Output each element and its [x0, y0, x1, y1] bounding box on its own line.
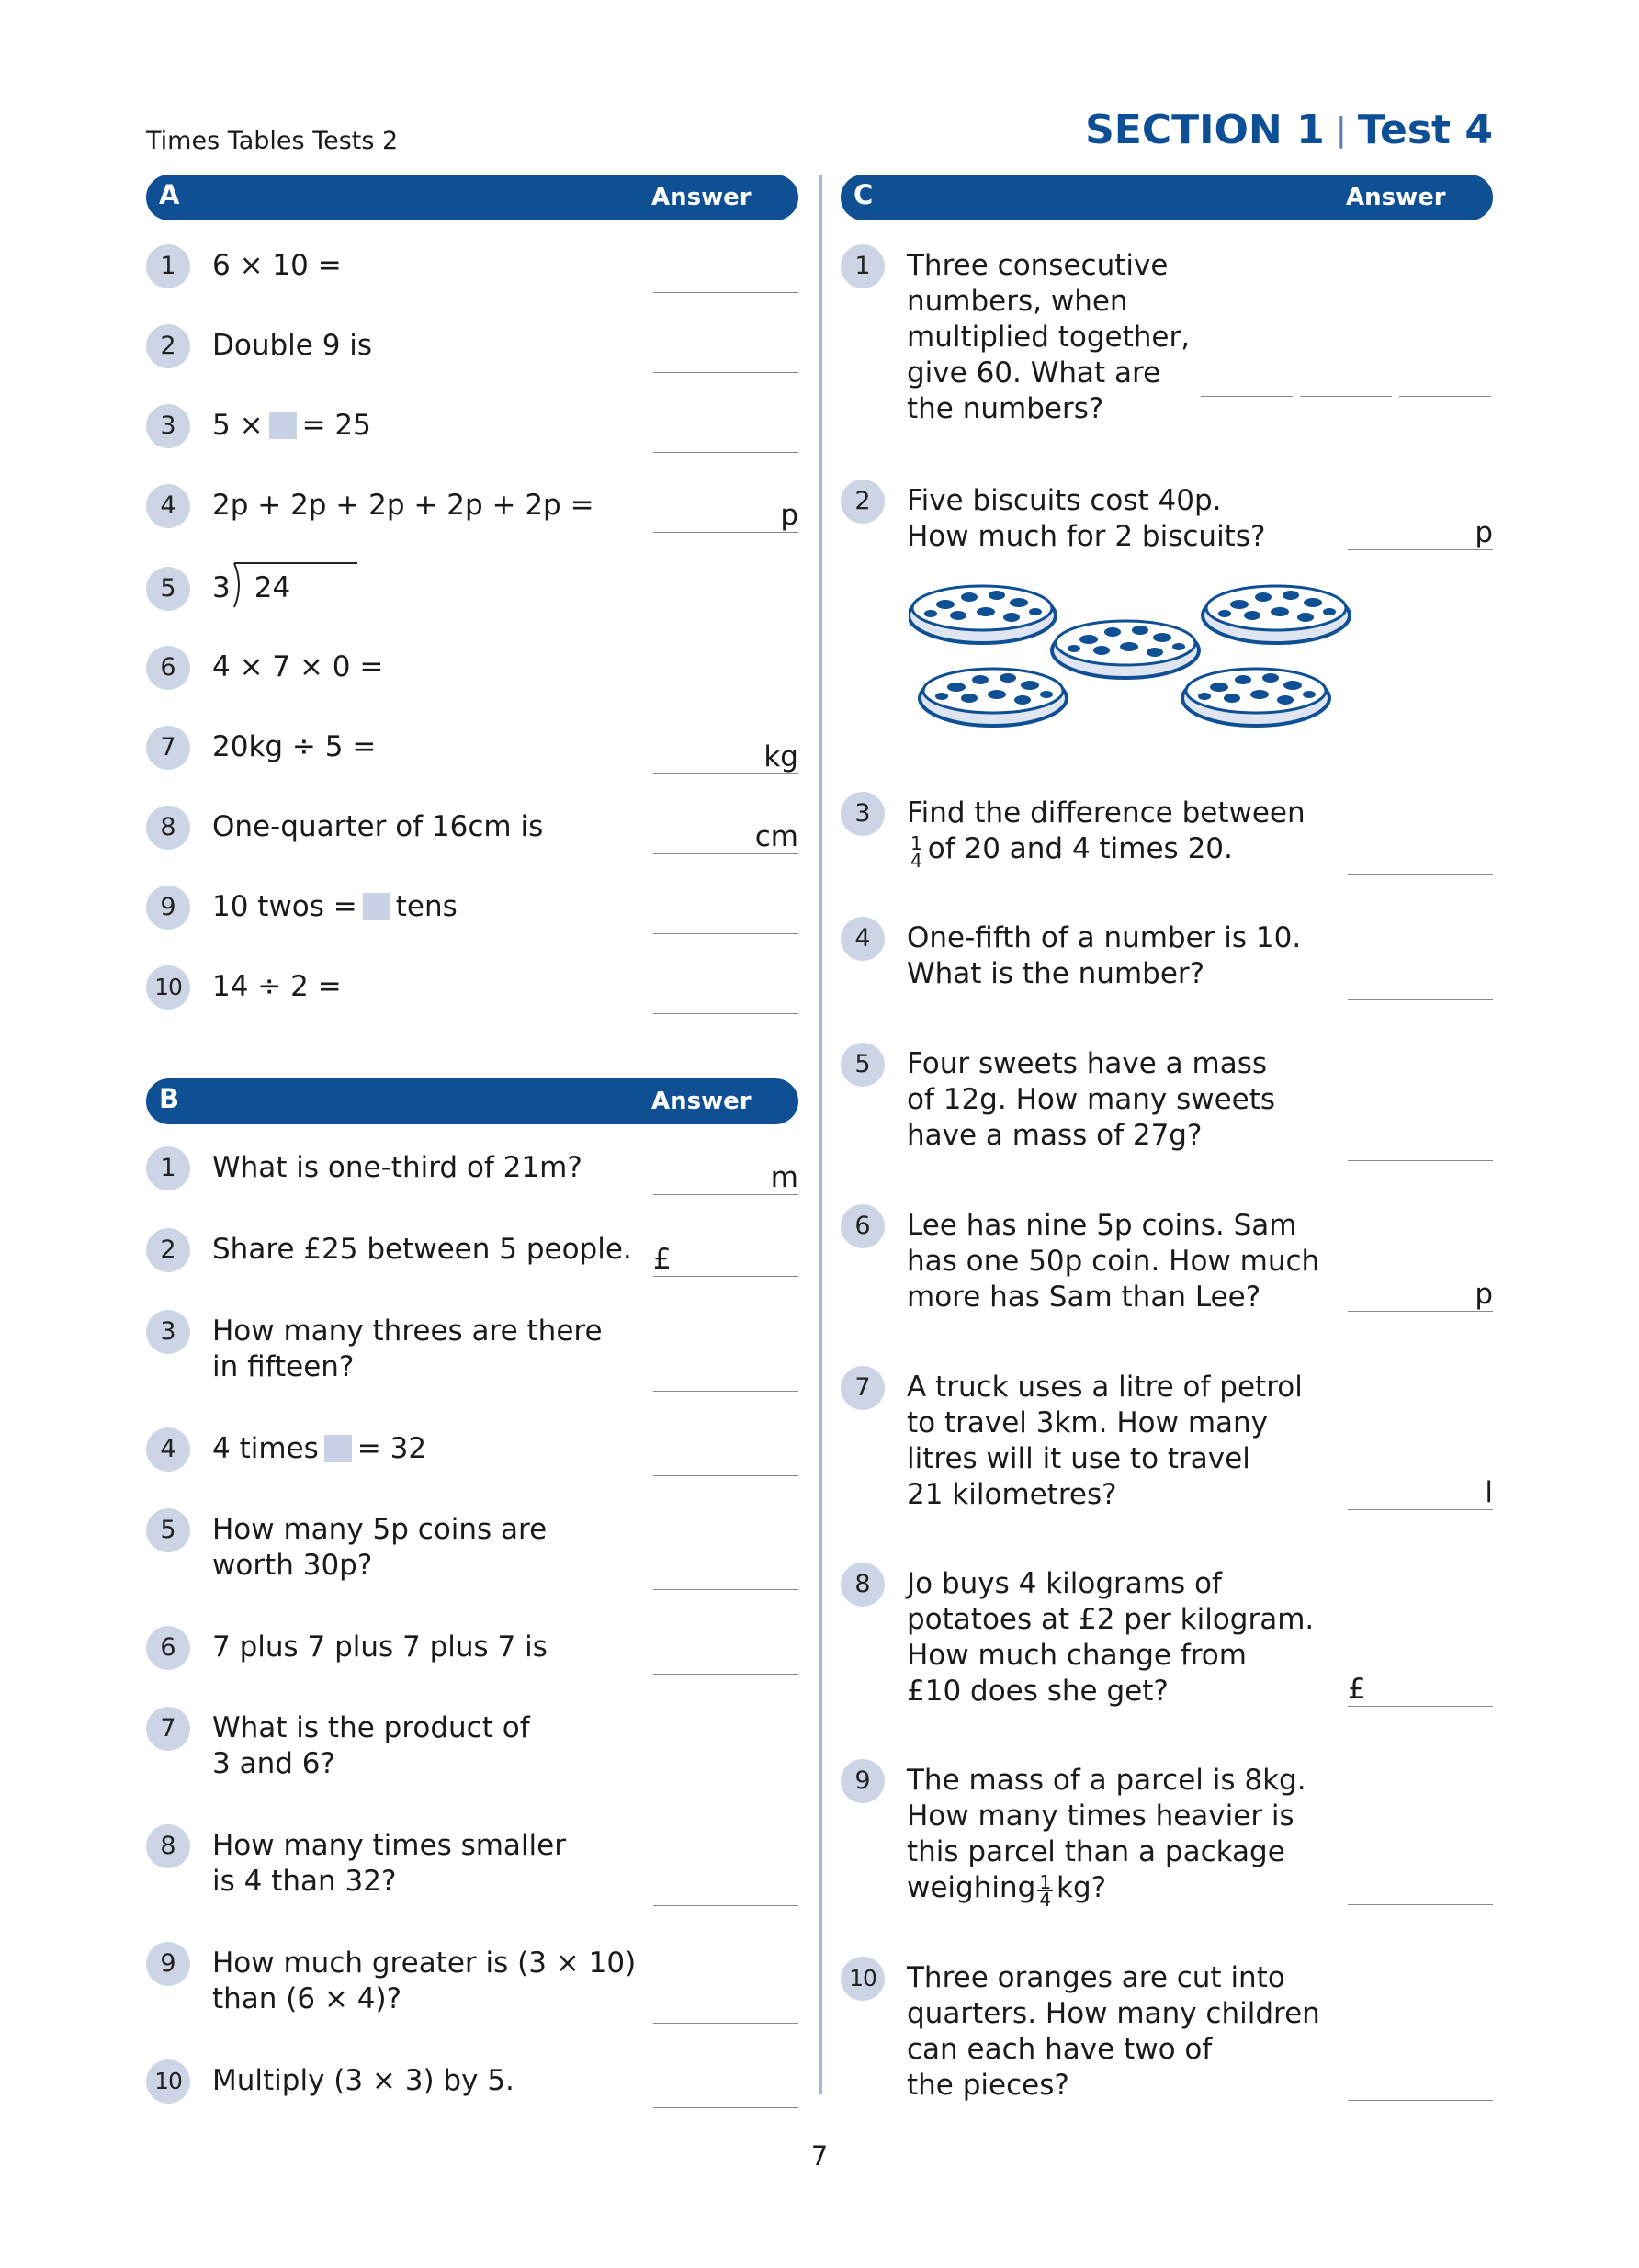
title-separator: |: [1335, 111, 1347, 149]
question-number: 9: [146, 1942, 190, 1986]
section-c: [841, 175, 1493, 2102]
answer-heading: Answer: [651, 1088, 752, 1115]
answer-line[interactable]: [1348, 2063, 1493, 2101]
question-number: 6: [841, 1204, 885, 1248]
dividend: 24: [254, 571, 291, 604]
biscuit-icon: [1052, 621, 1199, 678]
answer-unit: m: [770, 1161, 798, 1194]
question-number: 8: [146, 1824, 190, 1868]
question-text: How much greater is (3 × 10) than (6 × 4)?: [212, 1946, 637, 2015]
column-divider: [820, 175, 822, 2094]
question-number: 6: [146, 646, 190, 690]
question-number: 2: [146, 1228, 190, 1272]
biscuits-illustration: [909, 579, 1368, 735]
answer-line[interactable]: [1399, 394, 1491, 397]
question-text: 2p + 2p + 2p + 2p + 2p =: [212, 489, 594, 522]
question-number: 3: [146, 1310, 190, 1354]
question-text: [212, 570, 290, 606]
answer-unit: l: [1485, 1476, 1493, 1509]
answer-prefix: £: [1348, 1673, 1366, 1706]
section-b-header: [146, 1078, 798, 1124]
answer-line[interactable]: [653, 976, 798, 1014]
biscuit-icon: [1182, 669, 1329, 726]
biscuit-icon: [920, 669, 1067, 726]
question-text: 10 twos = tens: [212, 890, 458, 923]
answer-line[interactable]: [1300, 394, 1392, 397]
answer-line[interactable]: [653, 335, 798, 373]
section-letter: A: [159, 179, 180, 210]
answer-lines-triple[interactable]: [1201, 360, 1493, 397]
question-text: 7 plus 7 plus 7 plus 7 is: [212, 1630, 548, 1664]
question-number: 2: [146, 324, 190, 368]
answer-heading: Answer: [1346, 184, 1446, 211]
question-number: 7: [841, 1366, 885, 1410]
question-text: Double 9 is: [212, 329, 373, 362]
question-text: A truck uses a litre of petrol to travel 3km. How many litres will it use to travel 21 kilometres?: [907, 1371, 1303, 1511]
answer-line[interactable]: [1348, 513, 1493, 550]
answer-line[interactable]: [653, 1439, 798, 1476]
section-b: [146, 1078, 798, 2097]
answer-heading: Answer: [651, 184, 752, 211]
answer-line[interactable]: [653, 1354, 798, 1392]
section-label: SECTION 1: [1085, 107, 1325, 153]
question-number: 1: [146, 1146, 190, 1190]
question-text: How many times smaller is 4 than 32?: [212, 1829, 566, 1898]
answer-line[interactable]: [1348, 1274, 1493, 1312]
question-number: 2: [841, 480, 885, 524]
question-number: 10: [146, 2059, 190, 2104]
question-text: 4 times = 32: [212, 1432, 427, 1465]
section-test-title: [1085, 107, 1493, 153]
fraction: $\frac{1}{4}$: [910, 832, 922, 872]
answer-line[interactable]: [653, 415, 798, 453]
question-number: 10: [146, 965, 190, 1010]
question-item: [146, 1310, 798, 1393]
answer-line[interactable]: [653, 2071, 798, 2108]
section-letter: B: [159, 1083, 180, 1114]
question-text: Multiply (3 × 3) by 5.: [212, 2064, 514, 2097]
question-number: 7: [146, 726, 190, 770]
missing-number-box: [363, 893, 390, 920]
answer-unit: p: [1475, 1278, 1493, 1311]
test-label: Test 4: [1357, 107, 1493, 153]
answer-line[interactable]: [653, 1868, 798, 1906]
divisor: 3: [212, 571, 231, 604]
answer-line[interactable]: [1348, 838, 1493, 875]
question-text: How many threes are there in fifteen?: [212, 1315, 603, 1383]
question-number: 9: [146, 886, 190, 930]
fraction: $\frac{1}{4}$: [1039, 1871, 1052, 1911]
question-text: How many 5p coins are worth 30p?: [212, 1513, 548, 1582]
answer-line[interactable]: [1348, 963, 1493, 1000]
biscuit-icon: [1203, 586, 1350, 643]
answer-line[interactable]: [653, 1751, 798, 1788]
question-number: 1: [146, 244, 190, 288]
answer-line[interactable]: [653, 578, 798, 615]
answer-line[interactable]: [653, 255, 798, 293]
answer-line[interactable]: [653, 657, 798, 694]
question-text: 5 × = 25: [212, 409, 371, 442]
question-text: 4 × 7 × 0 =: [212, 650, 384, 683]
question-number: 5: [146, 1508, 190, 1552]
section-letter: C: [853, 179, 874, 210]
question-text: Three oranges are cut into quarters. How many children can each have two of the pieces?: [907, 1961, 1320, 2102]
question-text: Find the difference between $\frac{1}{4}$ of 20 and 4 times 20.: [907, 796, 1306, 872]
question-text: Jo buys 4 kilograms of potatoes at £2 per kilogram. How much change from £10 does she get?: [907, 1567, 1315, 1708]
question-number: 7: [146, 1707, 190, 1751]
question-text: 14 ÷ 2 =: [212, 970, 342, 1003]
answer-unit: kg: [763, 740, 798, 773]
answer-line[interactable]: [653, 1552, 798, 1590]
section-a-header: [146, 175, 798, 220]
question-number: 5: [146, 567, 190, 611]
question-text: Share £25 between 5 people.: [212, 1233, 632, 1266]
answer-line[interactable]: [1348, 1473, 1493, 1510]
question-number: 5: [841, 1043, 885, 1087]
answer-line[interactable]: [653, 1239, 798, 1277]
book-title: Times Tables Tests 2: [146, 127, 399, 155]
long-division-bracket: [234, 570, 290, 606]
question-number: 8: [841, 1563, 885, 1607]
question-text: One-fifth of a number is 10. What is the number?: [907, 921, 1302, 990]
question-text: 6 × 10 =: [212, 249, 342, 282]
missing-number-box: [324, 1435, 352, 1462]
question-text: One-quarter of 16cm is: [212, 810, 544, 843]
question-number: 9: [841, 1759, 885, 1803]
answer-line[interactable]: [653, 817, 798, 854]
question-number: 10: [841, 1957, 885, 2001]
missing-number-box: [269, 412, 297, 439]
answer-line[interactable]: [653, 897, 798, 934]
question-number: 4: [146, 484, 190, 528]
question-text: What is one-third of 21m?: [212, 1151, 582, 1184]
question-text: Three consecutive numbers, when multiplied together, give 60. What are the numbers?: [907, 249, 1191, 425]
page-number: 7: [810, 2140, 829, 2172]
answer-line[interactable]: [1348, 1123, 1493, 1161]
answer-line[interactable]: [653, 1986, 798, 2024]
answer-unit: cm: [754, 820, 798, 853]
answer-line[interactable]: [653, 495, 798, 533]
answer-unit: p: [1475, 516, 1493, 549]
section-a: [146, 175, 798, 1003]
answer-line[interactable]: [653, 737, 798, 774]
answer-line[interactable]: [653, 1157, 798, 1195]
question-text: Lee has nine 5p coins. Sam has one 50p coin. How much more has Sam than Lee?: [907, 1209, 1320, 1314]
question-number: 6: [146, 1626, 190, 1670]
question-number: 3: [841, 792, 885, 836]
question-text: Four sweets have a mass of 12g. How many sweets have a mass of 27g?: [907, 1047, 1276, 1152]
question-number: 3: [146, 404, 190, 448]
question-number: 4: [146, 1427, 190, 1472]
answer-unit: p: [780, 499, 798, 532]
biscuit-icon: [909, 586, 1056, 643]
question-text: What is the product of 3 and 6?: [212, 1711, 530, 1780]
section-c-header: [841, 175, 1493, 220]
answer-line[interactable]: [1348, 1669, 1493, 1707]
answer-prefix: £: [653, 1243, 672, 1276]
question-text: The mass of a parcel is 8kg. How many times heavier is this parcel than a package weighing $\frac{1}{4}$ kg?: [907, 1764, 1306, 1911]
question-number: 4: [841, 917, 885, 961]
question-text: 20kg ÷ 5 =: [212, 730, 377, 763]
question-text: Five biscuits cost 40p. How much for 2 biscuits?: [907, 484, 1266, 553]
answer-line[interactable]: [1201, 394, 1293, 397]
question-number: 8: [146, 806, 190, 850]
question-number: 1: [841, 244, 885, 288]
answer-line[interactable]: [1348, 1867, 1493, 1905]
answer-line[interactable]: [653, 1637, 798, 1675]
